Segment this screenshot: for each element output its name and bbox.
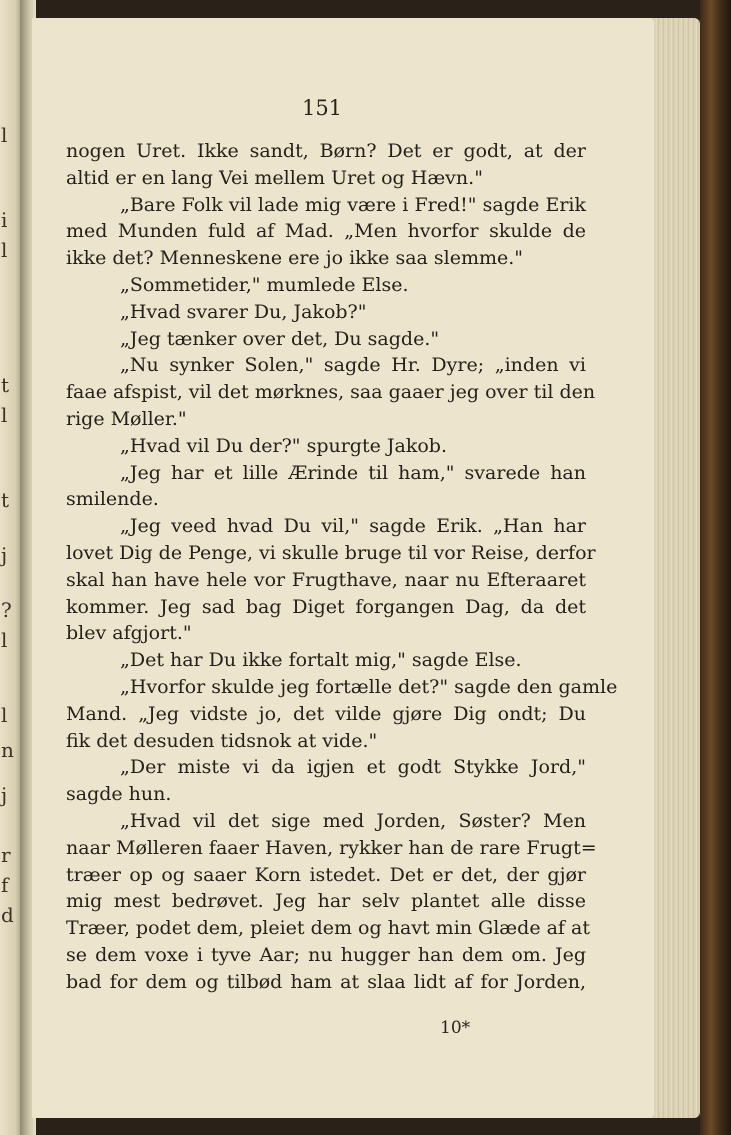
text-line: „Der miste vi da igjen et godt Stykke Jord,"	[120, 756, 586, 779]
prev-page-glyph: l	[1, 238, 8, 262]
signature-mark: 10*	[440, 1018, 471, 1038]
text-line: rige Møller."	[66, 407, 187, 430]
prev-page-glyph: r	[1, 843, 11, 867]
text-line: „Jeg veed hvad Du vil," sagde Erik. „Han har	[120, 515, 586, 538]
text-line: altid er en lang Vei mellem Uret og Hævn."	[66, 166, 483, 189]
text-line: bad for dem og tilbød ham at slaa lidt af for Jorden,	[66, 970, 586, 993]
text-line: „Jeg tænker over det, Du sagde."	[120, 327, 440, 350]
prev-page-glyph: d	[1, 903, 14, 927]
text-line: „Nu synker Solen," sagde Hr. Dyre; „inden vi	[120, 354, 586, 377]
text-line: „Bare Folk vil lade mig være i Fred!" sagde Erik	[120, 193, 586, 216]
text-line: „Jeg har et lille Ærinde til ham," svarede han	[120, 461, 586, 484]
text-line: med Munden fuld af Mad. „Men hvorfor skulde de	[66, 220, 586, 243]
text-line: Træer, podet dem, pleiet dem og havt min Glæde af at	[66, 917, 590, 940]
text-line: „Hvad vil Du der?" spurgte Jakob.	[120, 434, 447, 457]
prev-page-glyph: ?	[1, 598, 12, 622]
previous-page-edge	[0, 0, 22, 1135]
prev-page-glyph: l	[1, 703, 8, 727]
prev-page-glyph: l	[1, 123, 8, 147]
text-line: fik det desuden tidsnok at vide."	[66, 729, 378, 752]
text-line: „Sommetider," mumlede Else.	[120, 273, 409, 296]
text-line: se dem voxe i tyve Aar; nu hugger han dem om. Jeg	[66, 943, 586, 966]
text-line: nogen Uret. Ikke sandt, Børn? Det er godt, at der	[66, 140, 586, 162]
text-line: „Det har Du ikke fortalt mig," sagde Else.	[120, 649, 522, 672]
page-number: 151	[301, 96, 343, 120]
prev-page-glyph: l	[1, 403, 8, 427]
text-line: „Hvad svarer Du, Jakob?"	[120, 300, 367, 323]
body-text	[66, 138, 618, 996]
text-line: blev afgjort."	[66, 622, 192, 645]
text-line: sagde hun.	[66, 783, 172, 806]
text-line: naar Mølleren faaer Haven, rykker han de rare Frugt=	[66, 836, 597, 859]
prev-page-glyph: t	[1, 373, 10, 397]
text-line: „Hvad vil det sige med Jorden, Søster? Men	[120, 809, 586, 832]
prev-page-glyph: i	[1, 208, 8, 232]
prev-page-glyph: l	[1, 628, 8, 652]
text-line: skal han have hele vor Frugthave, naar nu Efteraaret	[66, 568, 586, 591]
text-line: „Hvorfor skulde jeg fortælle det?" sagde den gamle	[120, 675, 618, 698]
text-line: smilende.	[66, 488, 159, 511]
book-page	[32, 18, 654, 1118]
text-line: træer op og saaer Korn istedet. Det er det, der gjør	[66, 863, 586, 886]
text-line: kommer. Jeg sad bag Diget forgangen Dag, da det	[66, 595, 586, 618]
text-line: lovet Dig de Penge, vi skulle bruge til vor Reise, derfor	[66, 541, 596, 564]
page-stack-edges	[650, 18, 700, 1118]
prev-page-glyph: f	[1, 873, 9, 897]
prev-page-glyph: j	[1, 783, 8, 807]
text-line: ikke det? Menneskene ere jo ikke saa slemme."	[66, 247, 524, 270]
book-cover-edge	[700, 0, 731, 1135]
prev-page-glyph: t	[1, 488, 10, 512]
prev-page-glyph: n	[1, 738, 14, 762]
prev-page-glyph: j	[1, 543, 8, 567]
text-line: Mand. „Jeg vidste jo, det vilde gjøre Dig ondt; Du	[66, 702, 586, 725]
text-line: faae afspist, vil det mørknes, saa gaaer jeg over til den	[66, 381, 596, 404]
text-line: mig mest bedrøvet. Jeg har selv plantet alle disse	[66, 890, 586, 913]
